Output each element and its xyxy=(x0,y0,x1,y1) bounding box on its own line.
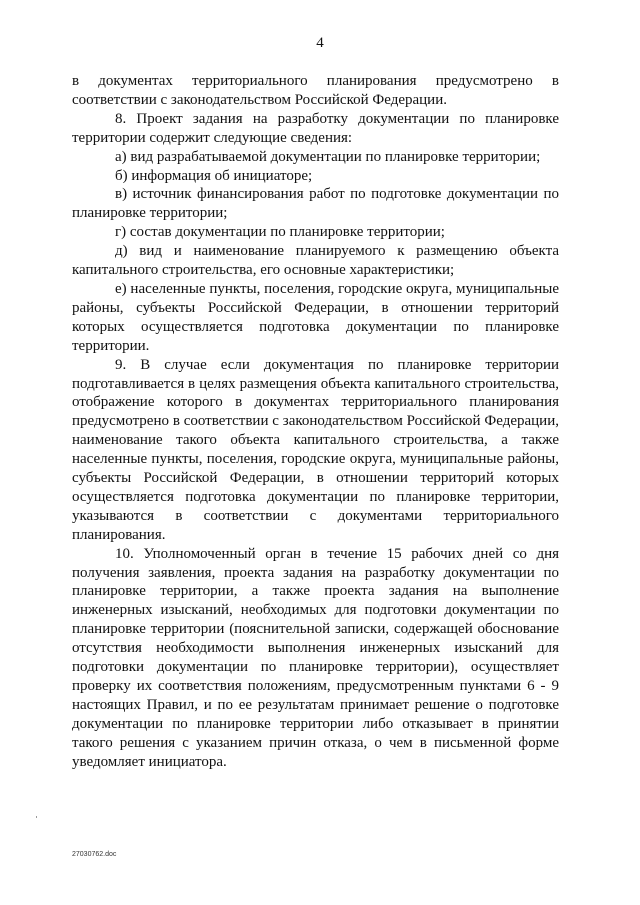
list-item-g: г) состав документации по планировке территории; xyxy=(115,224,445,241)
scan-mark xyxy=(36,816,37,818)
document-body xyxy=(72,72,559,772)
paragraph-item-9: 9. В случае если документация по планировке территории подготавливается в целях размещения объекта капитального строительства, отображение которого в документах территориального планирования предусмотрено в соответствии с законодательством Российской Федерации, наименование такого объекта капитального строительства, а также населенные пункты, поселения, городские округа, муниципальные районы, субъекты Российской Федерации, в отношении территорий которых осуществляется подготовка документации по планировке территории, указываются в соответствии с документами территориального планирования. xyxy=(72,356,559,543)
page-number: 4 xyxy=(316,35,324,51)
paragraph-item-10: 10. Уполномоченный орган в течение 15 рабочих дней со дня получения заявления, проекта задания на разработку документации по планировке территории, а также проекта задания на выполнение инженерных изысканий, необходимых для подготовки документации по планировке территории (пояснительной записки, содержащей обоснование отсутствия необходимости выполнения инженерных изысканий для подготовки документации по планировке территории), осуществляет проверку их соответствия положениям, предусмотренным пунктами 6 - 9 настоящих Правил, и по ее результатам принимает решение о подготовке документации по планировке территории либо отказывает в принятии такого решения с указанием причин отказа, о чем в письменной форме уведомляет инициатора. xyxy=(72,545,559,770)
list-item-v: в) источник финансирования работ по подготовке документации по планировке территории; xyxy=(72,186,559,222)
list-item-a: а) вид разрабатываемой документации по планировке территории; xyxy=(115,148,541,165)
paragraph-continuation: в документах территориального планирования предусмотрено в соответствии с законодательством Российской Федерации. xyxy=(72,73,559,108)
list-item-d: д) вид и наименование планируемого к размещению объекта капитального строительства, его основные характеристики; xyxy=(72,243,559,279)
list-item-b: б) информация об инициаторе; xyxy=(115,167,313,184)
paragraph-item-8: 8. Проект задания на разработку документации по планировке территории содержит следующие сведения: xyxy=(72,110,559,146)
list-item-e: е) населенные пункты, поселения, городские округа, муниципальные районы, субъекты Российской Федерации, в отношении территорий которых осуществляется подготовка документации по планировке территории. xyxy=(72,280,559,354)
file-name-footer: 27030762.doc xyxy=(72,851,117,858)
